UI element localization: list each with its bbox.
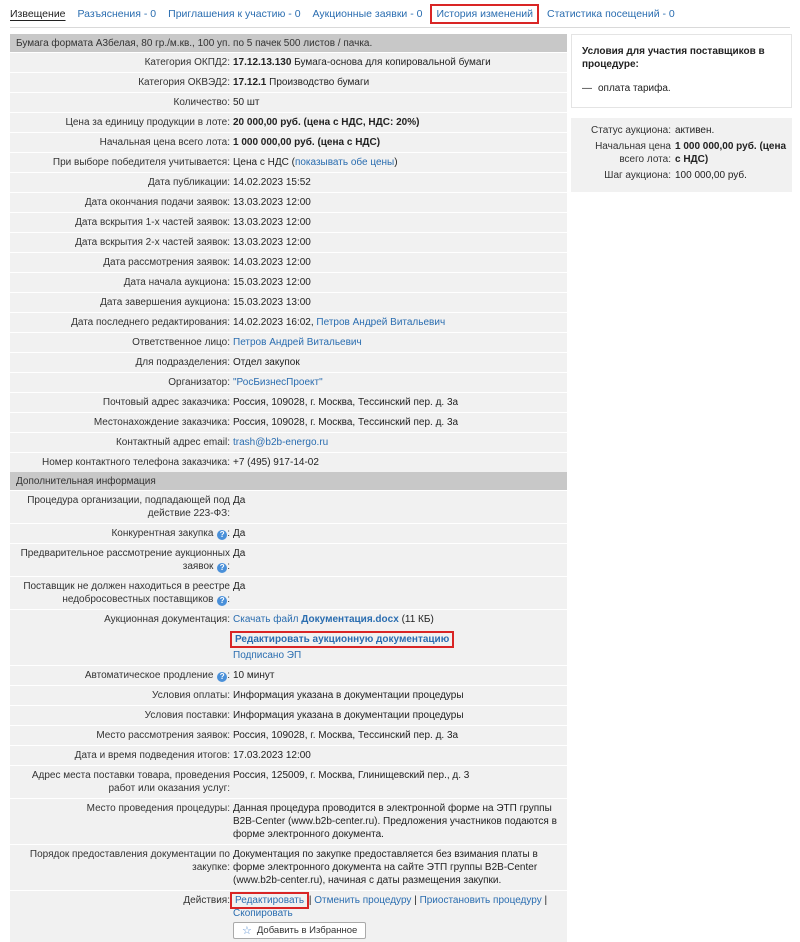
open2-label: Дата вскрытия 2-х частей заявок: xyxy=(75,237,230,248)
winner-choice-suffix: ) xyxy=(394,157,398,168)
postal-label: Почтовый адрес заказчика: xyxy=(102,397,230,408)
row-organizer xyxy=(10,372,567,392)
delivery-value: Информация указана в документации процедуры xyxy=(233,710,464,721)
postal-value: Россия, 109028, г. Москва, Тессинский пер. д. 3а xyxy=(233,397,459,408)
row-winner-choice xyxy=(10,152,567,172)
row-auto-ext: Автоматическое продление ? : 10 минут xyxy=(10,665,567,685)
row-phone xyxy=(10,452,567,472)
download-doc-link[interactable]: Скачать файл Документация.docx xyxy=(233,614,399,625)
separator: | xyxy=(308,895,312,906)
question-circle-icon[interactable]: ? xyxy=(217,672,227,682)
payment-value: Информация указана в документации процедуры xyxy=(233,690,464,701)
separator: | xyxy=(544,895,548,906)
row-okved2 xyxy=(10,72,567,92)
tab-notice[interactable]: Извещение xyxy=(10,8,66,20)
row-division xyxy=(10,352,567,372)
winner-choice-value: Цена с НДС ( xyxy=(233,157,295,168)
row-open1 xyxy=(10,212,567,232)
location-value: Россия, 109028, г. Москва, Тессинский пер. д. 3а xyxy=(233,417,459,428)
extra-info-header: Дополнительная информация xyxy=(10,472,567,490)
step-label: Шаг аукциона: xyxy=(604,170,671,181)
review-place-label: Место рассмотрения заявок: xyxy=(96,730,230,741)
organizer-label: Организатор: xyxy=(168,377,230,388)
place-label: Место проведения процедуры: xyxy=(86,803,230,814)
step-value: 100 000,00 руб. xyxy=(675,170,747,181)
condition-text: оплата тарифа. xyxy=(598,83,671,94)
show-both-prices-link[interactable]: показывать обе цены xyxy=(294,157,395,168)
row-end-date xyxy=(10,192,567,212)
star-icon: ☆ xyxy=(242,924,252,937)
division-label: Для подразделения: xyxy=(135,357,230,368)
unit-price-value: 20 000,00 руб. (цена с НДС, НДС: 20%) xyxy=(233,117,420,128)
last-edit-label: Дата последнего редактирования: xyxy=(71,317,230,328)
okpd2-label: Категория ОКПД2: xyxy=(144,57,230,68)
open2-value: 13.03.2023 12:00 xyxy=(233,237,311,248)
prelim-label: Предварительное рассмотрение аукционных заявок xyxy=(20,548,230,572)
okved2-text: Производство бумаги xyxy=(269,77,370,88)
open1-label: Дата вскрытия 1-х частей заявок: xyxy=(75,217,230,228)
row-actions xyxy=(10,890,567,942)
side-price-value: 1 000 000,00 руб. (цена с НДС) xyxy=(675,141,787,165)
delivery-addr-value: Россия, 125009, г. Москва, Глинищевский пер., д. 3 xyxy=(233,770,470,781)
auto-ext-value: 10 минут xyxy=(233,670,275,681)
auto-ext-label: Автоматическое продление xyxy=(84,670,214,681)
lot-title: Бумага формата А3белая, 80 гр./м.кв., 100 уп. по 5 пачек 500 листов / пачка. xyxy=(10,34,567,52)
row-org223 xyxy=(10,490,567,523)
row-review-place xyxy=(10,725,567,745)
auction-status-panel xyxy=(571,118,792,192)
row-unit-price xyxy=(10,112,567,132)
row-results-date xyxy=(10,745,567,765)
review-value: 14.03.2023 12:00 xyxy=(233,257,311,268)
row-responsible xyxy=(10,332,567,352)
location-label: Местонахождение заказчика: xyxy=(93,417,230,428)
open1-value: 13.03.2023 12:00 xyxy=(233,217,311,228)
doc-order-value: Документация по закупке предоставляется без взимания платы в форме электронного документа на сайте ЭТП группы B2B-Center (www.b2b-center.ru), начиная с даты размещения закупки. xyxy=(233,849,538,886)
row-delivery xyxy=(10,705,567,725)
quantity-value: 50 шт xyxy=(233,97,260,108)
status-value: активен. xyxy=(675,125,715,136)
row-delivery-addr xyxy=(10,765,567,798)
quantity-label: Количество: xyxy=(173,97,230,108)
tab-change-history[interactable]: История изменений xyxy=(436,8,533,20)
auction-start-value: 15.03.2023 12:00 xyxy=(233,277,311,288)
copy-procedure-link[interactable]: Скопировать xyxy=(233,908,293,919)
auction-end-label: Дата завершения аукциона: xyxy=(100,297,230,308)
row-postal xyxy=(10,392,567,412)
last-edit-value: 14.02.2023 16:02, xyxy=(233,317,314,328)
last-editor-link[interactable]: Петров Андрей Витальевич xyxy=(316,317,446,328)
tab-invitations[interactable]: Приглашения к участию - 0 xyxy=(168,8,301,20)
winner-choice-label: При выборе победителя учитывается: xyxy=(52,157,230,168)
row-payment xyxy=(10,685,567,705)
question-circle-icon[interactable]: ? xyxy=(217,596,227,606)
registry-label: Поставщик не должен находиться в реестре недобросовестных поставщиков xyxy=(23,581,230,605)
row-open2 xyxy=(10,232,567,252)
org223-label: Процедура организации, подпадающей под действие 223-ФЗ: xyxy=(27,495,230,519)
status-label: Статус аукциона: xyxy=(591,125,671,136)
dash-icon: — xyxy=(582,83,592,94)
prelim-value: Да xyxy=(233,548,246,559)
results-date-label: Дата и время подведения итогов: xyxy=(74,750,230,761)
okpd2-code: 17.12.13.130 xyxy=(233,57,292,68)
auction-end-value: 15.03.2023 13:00 xyxy=(233,297,311,308)
place-value: Данная процедура проводится в электронной форме на ЭТП группы B2B-Center (www.b2b-center.ru). Предложения участников подаются в форме электронного документа. xyxy=(233,803,557,840)
row-okpd2 xyxy=(10,52,567,72)
question-circle-icon[interactable]: ? xyxy=(217,563,227,573)
cancel-procedure-link[interactable]: Отменить процедуру xyxy=(314,895,412,906)
registry-value: Да xyxy=(233,581,246,592)
responsible-link[interactable]: Петров Андрей Витальевич xyxy=(233,337,362,348)
actions-label: Действия: xyxy=(183,895,230,906)
row-pub-date xyxy=(10,172,567,192)
separator: | xyxy=(414,895,417,906)
unit-price-label: Цена за единицу продукции в лоте: xyxy=(65,117,230,128)
row-quantity xyxy=(10,92,567,112)
responsible-label: Ответственное лицо: xyxy=(132,337,230,348)
row-prelim: Предварительное рассмотрение аукционных заявок ? : Да xyxy=(10,543,567,576)
tab-clarifications[interactable]: Разъяснения - 0 xyxy=(77,8,157,20)
total-price-value: 1 000 000,00 руб. (цена с НДС) xyxy=(233,137,381,148)
doc-size: (11 КБ) xyxy=(401,614,434,625)
add-to-favorites-button[interactable] xyxy=(233,922,366,939)
total-price-label: Начальная цена всего лота: xyxy=(99,137,230,148)
end-date-value: 13.03.2023 12:00 xyxy=(233,197,311,208)
okpd2-text: Бумага-основа для копировальной бумаги xyxy=(294,57,491,68)
row-doc-order xyxy=(10,844,567,890)
tab-visit-stats[interactable]: Статистика посещений - 0 xyxy=(547,8,675,20)
participation-conditions-panel xyxy=(571,34,792,108)
organizer-link[interactable]: "РосБизнесПроект" xyxy=(233,377,323,388)
delivery-addr-label: Адрес места поставки товара, проведения работ или оказания услуг: xyxy=(31,770,230,794)
auction-start-label: Дата начала аукциона: xyxy=(123,277,230,288)
row-last-edit xyxy=(10,312,567,332)
participation-conditions-title: Условия для участия поставщиков в процедуре: xyxy=(582,46,765,70)
row-total-price xyxy=(10,132,567,152)
division-value: Отдел закупок xyxy=(233,357,300,368)
question-circle-icon[interactable]: ? xyxy=(217,530,227,540)
suspend-procedure-link[interactable]: Приостановить процедуру xyxy=(419,895,542,906)
tab-auction-bids[interactable]: Аукционные заявки - 0 xyxy=(312,8,423,20)
phone-label: Номер контактного телефона заказчика: xyxy=(42,457,230,468)
row-review xyxy=(10,252,567,272)
okved2-label: Категория ОКВЭД2: xyxy=(138,77,230,88)
email-link[interactable]: trash@b2b-energo.ru xyxy=(233,437,329,448)
competitive-label: Конкурентная закупка xyxy=(111,528,214,539)
okved2-code: 17.12.1 xyxy=(233,77,267,88)
pub-date-label: Дата публикации: xyxy=(148,177,230,188)
row-email xyxy=(10,432,567,452)
competitive-value: Да xyxy=(233,528,246,539)
signed-link[interactable]: Подписано ЭП xyxy=(233,650,302,661)
payment-label: Условия оплаты: xyxy=(152,690,230,701)
condition-item xyxy=(582,83,781,94)
notice-table xyxy=(10,34,567,942)
review-label: Дата рассмотрения заявок: xyxy=(103,257,230,268)
side-price-label: Начальная цена всего лота: xyxy=(595,141,671,165)
row-docs xyxy=(10,609,567,665)
row-registry: Поставщик не должен находиться в реестре недобросовестных поставщиков ? : Да xyxy=(10,576,567,609)
review-place-value: Россия, 109028, г. Москва, Тессинский пер. д. 3а xyxy=(233,730,459,741)
pub-date-value: 14.02.2023 15:52 xyxy=(233,177,311,188)
delivery-label: Условия поставки: xyxy=(144,710,230,721)
row-auction-end xyxy=(10,292,567,312)
tabs-divider xyxy=(10,27,790,28)
org223-value: Да xyxy=(233,495,246,506)
email-label: Контактный адрес email: xyxy=(115,437,230,448)
phone-value: +7 (495) 917-14-02 xyxy=(233,457,319,468)
row-place xyxy=(10,798,567,844)
row-location xyxy=(10,412,567,432)
add-to-favorites-label: Добавить в Избранное xyxy=(256,925,358,936)
doc-order-label: Порядок предоставления документации по закупке: xyxy=(29,849,230,873)
row-competitive: Конкурентная закупка ? : Да xyxy=(10,523,567,543)
edit-procedure-link[interactable]: Редактировать xyxy=(235,895,305,906)
end-date-label: Дата окончания подачи заявок: xyxy=(84,197,230,208)
row-auction-start xyxy=(10,272,567,292)
tab-bar xyxy=(10,4,687,24)
edit-docs-link[interactable]: Редактировать аукционную документацию xyxy=(235,634,450,645)
docs-label: Аукционная документация: xyxy=(104,614,230,625)
results-date-value: 17.03.2023 12:00 xyxy=(233,750,311,761)
